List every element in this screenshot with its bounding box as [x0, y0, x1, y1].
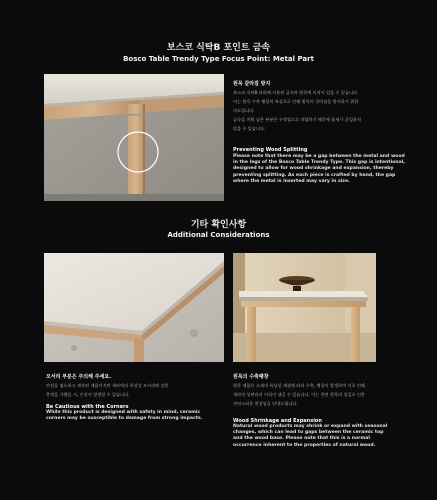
section1-body-en: [233, 154, 423, 185]
left-heading-ko: 모서리 부분은 주의해 주세요.: [46, 374, 112, 380]
body-line: where the metal is inserted may vary in size.: [233, 178, 350, 184]
body-line: occurrence inherent to the properties of natural wood.: [233, 442, 376, 448]
body-line: 세라믹 상판과의 이격이 생길 수 있습니다. 이는 천연 원목의 성질로 인한: [233, 392, 365, 397]
body-line: 안전을 염두하고 제작된 제품이지만 세라믹의 특성상 모서리에 강한: [46, 383, 169, 388]
left-body-en: [46, 410, 226, 422]
right-heading-ko: 원목의 수축팽창: [233, 374, 269, 380]
section1-heading-ko: 원목 갈라짐 방지: [233, 81, 271, 87]
body-line: 금속을 끼워 넣은 부분은 수작업으로 작업하기 때문에 틈새가 균일하지: [233, 117, 361, 122]
body-line: Natural wood products may shrink or expand with seasonal: [233, 424, 388, 429]
section1-body-ko: [233, 88, 413, 133]
body-line: 보스코 식탁B 다리에 사용된 금속과 원목에 이격이 있을 수 있습니다.: [233, 90, 359, 95]
body-line: Please note that there may be a gap between the metal and wood: [233, 154, 405, 159]
table-with-bowl-photo: [233, 253, 376, 362]
body-line: and the wood base. Please note that this is a normal: [233, 436, 370, 442]
right-body-en: [233, 424, 428, 449]
body-line: preventing splitting. As each piece is crafted by hand, the gap: [233, 172, 396, 178]
body-line: corners may be susceptible to damage from strong impacts.: [46, 416, 203, 422]
right-body-ko: [233, 381, 423, 408]
section2-title-ko: 기타 확인사항: [190, 220, 247, 230]
table-metal-corner-photo: [44, 74, 224, 201]
right-heading-en: Wood Shrinkage and Expansion: [233, 418, 322, 424]
left-heading-en: Be Cautious with the Corners: [46, 404, 129, 410]
body-line: 않을 수 있습니다.: [233, 126, 266, 131]
body-line: 원목 제품은 소재의 특성상 계절에 따라 수축, 팽창이 발생하여 이로 인해: [233, 383, 365, 388]
body-line: designed to allow for wood shrinkage and expansion, thereby: [233, 166, 394, 172]
body-line: While this product is designed with safety in mind, ceramic: [46, 410, 201, 415]
body-line: 충격을 가했을 시, 손상이 발생할 수 있습니다.: [46, 392, 130, 397]
body-line: 이는 원목 수축 팽창의 특성으로 인해 원목의 갈라짐을 방지하기 위한: [233, 99, 359, 104]
body-line: in the legs of the Bosco Table Trendy Type. This gap is intentional,: [233, 160, 405, 166]
body-line: changes, which can lead to gaps between the ceramic top: [233, 430, 384, 436]
section1-heading-en: Preventing Wood Splitting: [233, 147, 308, 153]
section1-title-ko: 보스코 식탁B 포인트 금속: [166, 43, 271, 53]
section1-title-en: Bosco Table Trendy Type Focus Point: Metal Part: [123, 55, 314, 63]
body-line: 의도입니다.: [233, 108, 255, 113]
ceramic-corner-photo: [44, 253, 224, 362]
body-line: 자연스러운 현상임을 안내드립니다.: [233, 401, 298, 406]
section2-title-en: Additional Considerations: [167, 231, 270, 239]
left-body-ko: [46, 381, 226, 399]
